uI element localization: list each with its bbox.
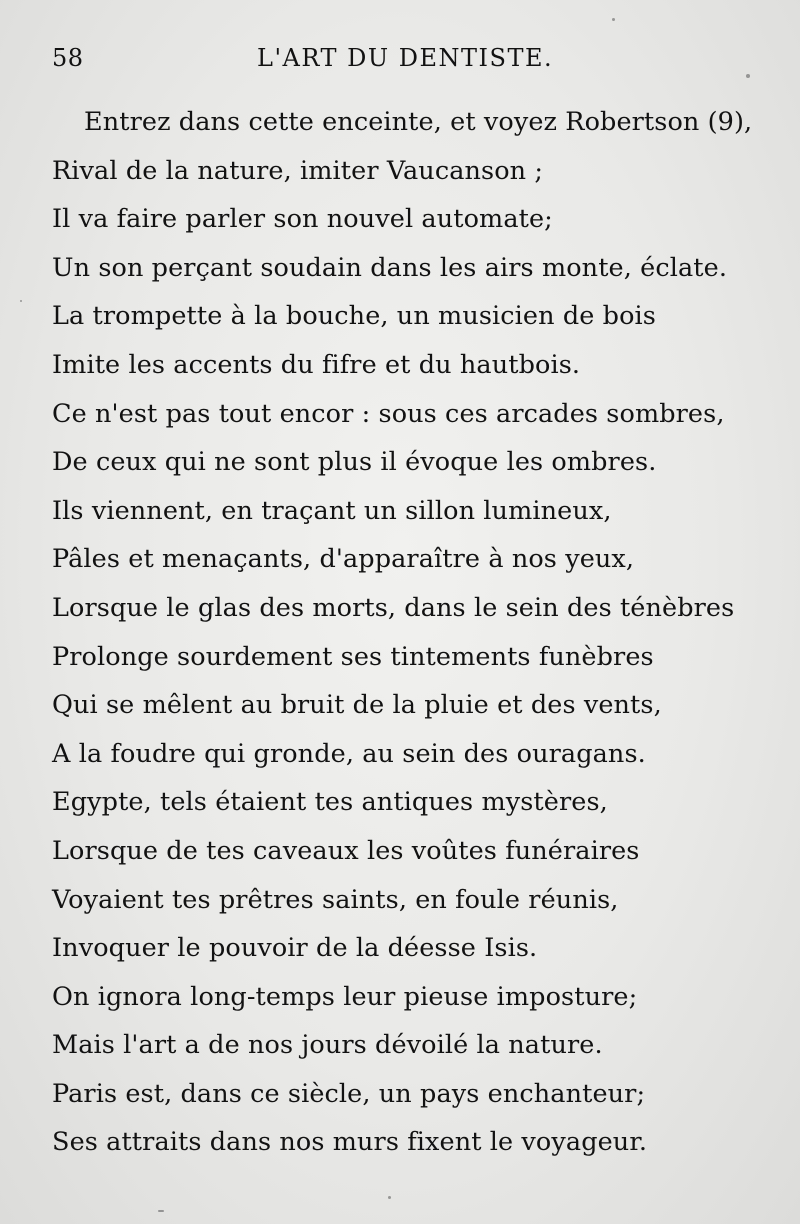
verse-line: A la foudre qui gronde, au sein des ouragans. [52,738,646,769]
paper-speck [746,74,750,78]
verse-line: Prolonge sourdement ses tintements funèbres [52,641,654,672]
verse-line: Invoquer le pouvoir de la déesse Isis. [52,933,538,964]
poem-text [52,98,772,1167]
verse-line: Egypte, tels étaient tes antiques mystères, [52,787,608,818]
verse-line: Imite les accents du fifre et du hautbois. [52,349,581,380]
verse-line: Il va faire parler son nouvel automate; [52,204,553,235]
paper-speck [20,300,22,302]
verse-line: Qui se mêlent au bruit de la pluie et des vents, [52,690,662,721]
verse-line: Mais l'art a de nos jours dévoilé la nature. [52,1030,603,1061]
verse-line: Voyaient tes prêtres saints, en foule réunis, [52,884,619,915]
page-number: 58 [52,44,84,72]
paper-speck [158,1210,164,1212]
paper-speck [612,18,615,21]
running-title: L'ART DU DENTISTE. [257,44,554,72]
verse-line: De ceux qui ne sont plus il évoque les ombres. [52,447,657,478]
verse-line: Ils viennent, en traçant un sillon lumineux, [52,495,612,526]
verse-line: Rival de la nature, imiter Vaucanson ; [52,155,544,186]
verse-line: Pâles et menaçants, d'apparaître à nos yeux, [52,544,635,575]
verse-line: Ses attraits dans nos murs fixent le voyageur. [52,1127,648,1158]
verse-line: Paris est, dans ce siècle, un pays enchanteur; [52,1078,646,1109]
verse-line: Lorsque de tes caveaux les voûtes funéraires [52,835,640,866]
paper-speck [388,1196,391,1199]
verse-line: Un son perçant soudain dans les airs monte, éclate. [52,252,728,283]
verse-line: Entrez dans cette enceinte, et voyez Robertson (9), [84,107,753,137]
verse-line: La trompette à la bouche, un musicien de bois [52,301,656,332]
verse-line: On ignora long-temps leur pieuse imposture; [52,981,638,1012]
verse-line: Ce n'est pas tout encor : sous ces arcades sombres, [52,398,725,429]
page-header [52,44,752,84]
verse-line: Lorsque le glas des morts, dans le sein des ténèbres [52,592,735,623]
